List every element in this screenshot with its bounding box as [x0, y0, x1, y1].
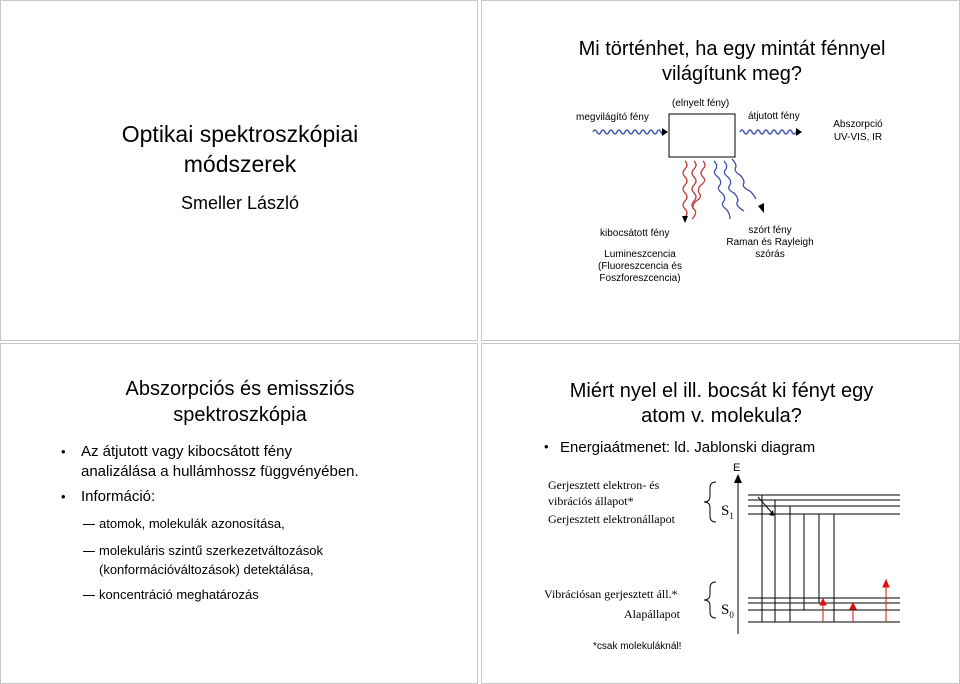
- sub-bullet-2-line-1: molekuláris szintű szerkezetváltozások: [99, 543, 323, 558]
- sub-bullet-list: [83, 514, 463, 604]
- energy-axis-label: E: [733, 462, 741, 474]
- bullet-1: Energiaátmenet: ld. Jablonski diagram: [560, 439, 816, 456]
- sub-bullet-1-text: atomok, molekulák azonosítása,: [99, 516, 285, 531]
- heading-line-1: Mi történhet, ha egy mintát fénnyel: [578, 38, 886, 60]
- bullet-list: [61, 442, 461, 482]
- dash-marker: [83, 524, 95, 525]
- heading-line-2: spektroszkópia: [173, 404, 307, 426]
- vib-excited-ground-label: Vibrációsan gerjesztett áll.*: [544, 587, 678, 601]
- excited-vibrational-label: [548, 477, 659, 509]
- dash-marker: [83, 595, 95, 596]
- absorption-line-2: UV-VIS, IR: [833, 132, 883, 143]
- sample-box: [669, 114, 735, 157]
- incident-light-wave: [593, 130, 665, 134]
- sub-bullet-3-text: koncentráció meghatározás: [99, 587, 259, 602]
- slide-jablonski: [481, 343, 960, 684]
- excited-electronic-label: Gerjesztett elektronállapot: [548, 512, 675, 526]
- sub-bullet-1: [83, 514, 463, 533]
- slide-absorption-emission: [0, 343, 478, 684]
- bullet-dot: •: [61, 489, 66, 504]
- heading-line-2: atom v. molekula?: [641, 405, 802, 427]
- scattered-line-2: Raman és Rayleigh: [726, 237, 814, 248]
- transmitted-light-wave: [740, 130, 796, 134]
- energy-axis-arrowhead: [734, 474, 742, 483]
- light-sample-diagram: [482, 1, 960, 341]
- bullet-2-wrap: [61, 487, 461, 507]
- lumi-line-1: Lumineszcencia: [604, 249, 676, 260]
- ground-state-label: Alapállapot: [624, 607, 680, 621]
- s1-letter: S: [721, 503, 730, 519]
- s1-subscript: 1: [729, 511, 734, 521]
- s1-label: [721, 503, 734, 521]
- title-line-2: módszerek: [183, 151, 297, 177]
- heading-line-1: Miért nyel el ill. bocsát ki fényt egy: [569, 380, 874, 402]
- slide-light-sample: [481, 0, 960, 341]
- dash-marker: [83, 551, 95, 552]
- incident-light-label: megvilágító fény: [576, 112, 649, 123]
- absorption-line-1: Abszorpció: [833, 119, 883, 130]
- heading-line-2: világítunk meg?: [661, 63, 803, 85]
- scattered-light-label: [716, 225, 824, 261]
- brace-s1: [704, 482, 716, 522]
- slide-title-heading: [1, 119, 478, 179]
- s0-label: [721, 602, 734, 620]
- emitted-light-label: kibocsátott fény: [600, 228, 670, 239]
- vibrational-arrows-red: [820, 580, 889, 622]
- heading-line-1: Abszorpciós és emissziós: [125, 378, 355, 400]
- excited-vib-line-1: Gerjesztett elektron- és: [548, 478, 660, 492]
- bullet-1: [61, 442, 461, 482]
- absorbed-light-label: (elnyelt fény): [672, 98, 730, 109]
- scattered-line-3: szórás: [755, 249, 785, 260]
- sub-bullet-2-line-2: (konformációváltozások) detektálása,: [99, 562, 314, 577]
- transmitted-arrowhead: [796, 128, 802, 136]
- luminescence-label: [586, 249, 694, 285]
- bullet-dot: •: [544, 439, 549, 454]
- author-name: Smeller László: [180, 193, 300, 213]
- slide-heading: [1, 376, 478, 428]
- scattered-line-1: szórt fény: [748, 225, 792, 236]
- sub-bullet-2: [83, 541, 463, 579]
- scattered-light-waves: [714, 159, 756, 219]
- title-line-1: Optikai spektroszkópiai: [121, 121, 359, 147]
- bullet-1-line-2: analizálása a hullámhossz függvényében.: [81, 463, 359, 480]
- s0-letter: S: [721, 602, 730, 618]
- excited-vib-line-2: vibrációs állapot*: [548, 494, 634, 508]
- footnote: *csak molekuláknál!: [593, 641, 682, 652]
- lumi-line-2: (Fluoreszcencia és: [598, 261, 682, 272]
- sub-bullet-3: [83, 585, 463, 604]
- emitted-light-waves: [683, 161, 705, 219]
- incident-arrowhead: [662, 128, 668, 136]
- s0-subscript: 0: [729, 610, 734, 620]
- slide-title: [0, 0, 478, 341]
- bullet-2: Információ:: [81, 488, 156, 505]
- brace-s0: [704, 582, 716, 618]
- bullet-dot: •: [61, 444, 66, 459]
- lumi-line-3: Foszforeszcencia): [599, 273, 681, 284]
- emitted-arrowhead: [682, 216, 688, 223]
- transmitted-light-label: átjutott fény: [748, 111, 800, 122]
- bullet-1-line-1: Az átjutott vagy kibocsátott fény: [81, 443, 292, 460]
- scattered-arrowhead: [758, 203, 764, 213]
